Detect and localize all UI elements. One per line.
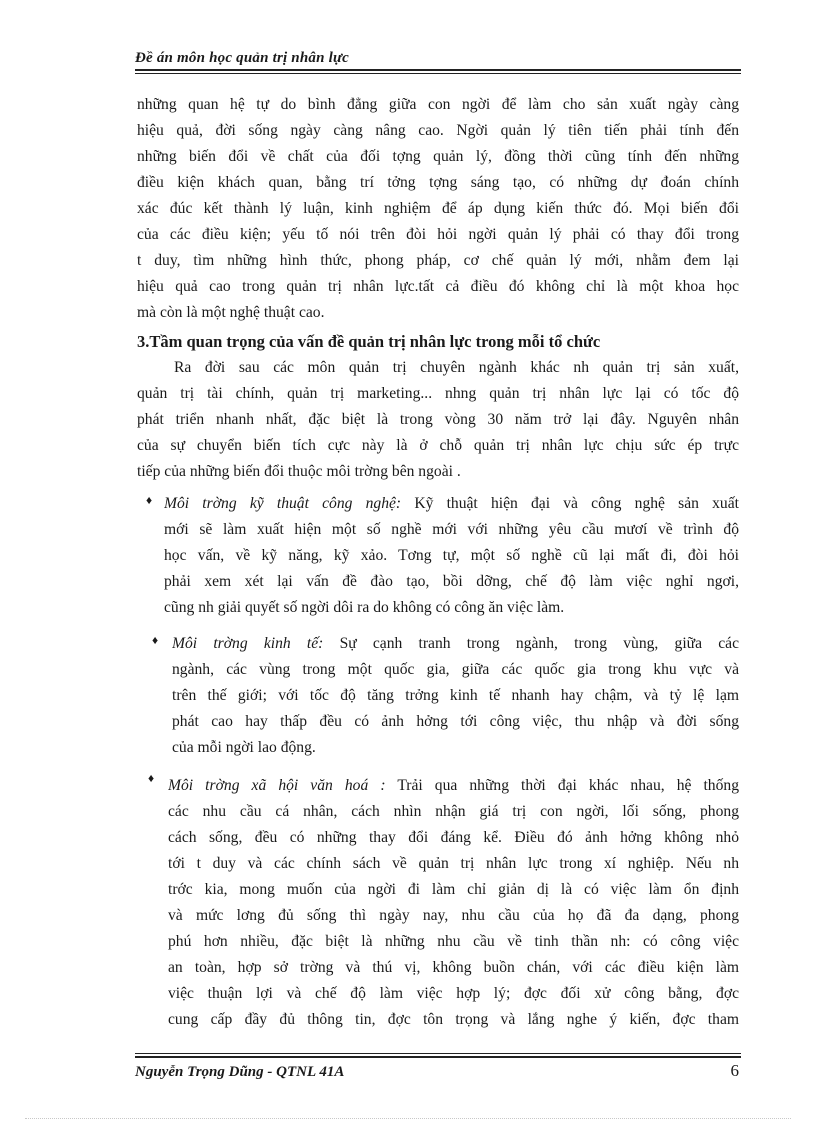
footer-rule-thin <box>135 1053 741 1054</box>
page-edge-dotted-line <box>25 1118 791 1119</box>
bullet-item-technology <box>137 491 739 621</box>
text-line: Ra đời sau các môn quản trị chuyên ngành khác nh quản trị sản xuất, <box>174 359 739 376</box>
header-title: Đề án môn học quản trị nhân lực <box>135 50 349 66</box>
header-rule-thick <box>135 69 741 71</box>
footer-row <box>135 1061 741 1081</box>
bullet-label: Môi trờng kỹ thuật công nghệ: <box>164 495 402 512</box>
text-line: cũng nh giải quyết số ngời dôi ra do không có công ăn việc làm. <box>164 599 565 616</box>
document-body <box>137 92 739 1033</box>
section-heading: 3.Tầm quan trọng của vấn đề quản trị nhân lực trong mỗi tổ chức <box>137 332 601 351</box>
text-line: những quan hệ tự do bình đẳng giữa con ngời để làm cho sản xuất ngày càng <box>137 96 739 113</box>
bullet-first-text: Kỹ thuật hiện đại và công nghệ sản xuất <box>414 495 739 512</box>
bullet-label: Môi trờng xã hội văn hoá : <box>168 777 386 794</box>
text-line: của các điều kiện; yếu tố nói trên đòi hỏi ngời quản lý phải có thay đổi trong <box>137 226 739 243</box>
text-line: phát triển nhanh nhất, đặc biệt là trong vòng 30 năm trở lại đây. Nguyên nhân <box>137 411 739 428</box>
bullet-label: Môi trờng kinh tế: <box>172 635 324 652</box>
text-line: xác đúc kết thành lý luận, kinh nghiệm để áp dụng kiến thức đó. Mọi biến đổi <box>137 200 739 217</box>
text-line: các nhu cầu cá nhân, cách nhìn nhận giá trị con ngời, lối sống, phong <box>168 803 739 820</box>
page-footer <box>135 1053 741 1081</box>
text-line: của sự chuyển biến tích cực này là ở chỗ quản trị nhân lực chịu sức ép trực <box>137 437 739 454</box>
text-line: mà còn là một nghệ thuật cao. <box>137 304 325 321</box>
text-line: những biến đổi về chất của đối tợng quản lý, đồng thời cũng tính đến những <box>137 148 739 165</box>
bullet-first-line <box>172 631 739 657</box>
text-line: trớc kia, mong muốn của ngời đi làm chỉ giản dị là có việc làm ổn định <box>168 881 739 898</box>
page-number: 6 <box>730 1061 739 1080</box>
diamond-bullet-icon: ♦ <box>148 771 155 785</box>
header-rule-thin <box>135 73 741 74</box>
text-line: phú hơn nhiều, đặc biệt là những nhu cầu về tinh thần nh: có công việc <box>168 933 739 950</box>
diamond-bullet-icon: ♦ <box>152 633 159 647</box>
section-paragraph <box>137 355 739 485</box>
bullet-first-text: Trải qua những thời đại khác nhau, hệ thống <box>397 777 739 794</box>
text-line: mới sẽ làm xuất hiện một số nghề mới với những yêu cầu mươí về trình độ <box>164 521 739 538</box>
text-line: tới t duy và các chính sách về quản trị nhân lực trong xí nghiệp. Nếu nh <box>168 855 739 872</box>
diamond-bullet-icon: ♦ <box>146 493 153 507</box>
text-line: hiệu quả cao trong quản trị nhân lực.tất cả điều đó không chỉ là một khoa học <box>137 278 739 295</box>
text-line: của mỗi ngời lao động. <box>172 739 316 756</box>
text-line: cung cấp đầy đủ thông tin, đợc tôn trọng và lắng nghe ý kiến, đợc tham <box>168 1011 739 1028</box>
bullet-first-line <box>164 491 739 517</box>
text-line: t duy, tìm những hình thức, phong pháp, cơ chế quản lý mới, nhằm đem lại <box>137 252 739 269</box>
text-line: điều kiện khách quan, bằng trí tởng tợng sáng tạo, có những dự đoán chính <box>137 174 739 191</box>
bullet-first-text: Sự cạnh tranh trong ngành, trong vùng, giữa các <box>339 635 739 652</box>
text-line: ngành, các vùng trong một quốc gia, giữa các quốc gia trong khu vực và <box>172 661 739 678</box>
text-line: việc thuận lợi và chế độ làm việc hợp lý; đợc đối xử công bằng, đợc <box>168 985 739 1002</box>
intro-paragraph <box>137 92 739 326</box>
footer-rule-thick <box>135 1056 741 1058</box>
text-line: phải xem xét lại vấn đề đào tạo, bồi dỡng, chế độ làm việc nghỉ ngơi, <box>164 573 739 590</box>
text-line: và mức lơng đủ sống thì ngày nay, nhu cầu của họ đã đa dạng, phong <box>168 907 739 924</box>
text-line: quản trị tài chính, quản trị marketing... nhng quản trị nhân lực lại có tốc độ <box>137 385 739 402</box>
bullet-item-economy <box>137 631 739 761</box>
text-line: trên thế giới; với tốc độ tăng trởng kinh tế nhanh hay chậm, và tỷ lệ lạm <box>172 687 739 704</box>
text-line: học vấn, về kỹ năng, kỹ xảo. Tơng tự, một số nghề cũ lại mất đi, đòi hỏi <box>164 547 739 564</box>
text-line: tiếp của những biến đổi thuộc môi trờng bên ngoài . <box>137 463 461 480</box>
text-line: hiệu quả, đời sống ngày càng nâng cao. Ngời quản lý tiên tiến phải tính đến <box>137 122 739 139</box>
text-line: an toàn, hợp sở trờng và thú vị, không buồn chán, với các điều kiện làm <box>168 959 739 976</box>
footer-author: Nguyễn Trọng Dũng - QTNL 41A <box>135 1064 345 1080</box>
bullet-item-culture <box>137 773 739 1033</box>
bullet-first-line <box>168 773 739 799</box>
page-header <box>135 48 741 74</box>
text-line: cách sống, đều có những thay đổi đáng kể. Điều đó ảnh hởng không nhỏ <box>168 829 739 846</box>
text-line: phát cao hay thấp đều có ảnh hởng tới công việc, thu nhập và đời sống <box>172 713 739 730</box>
